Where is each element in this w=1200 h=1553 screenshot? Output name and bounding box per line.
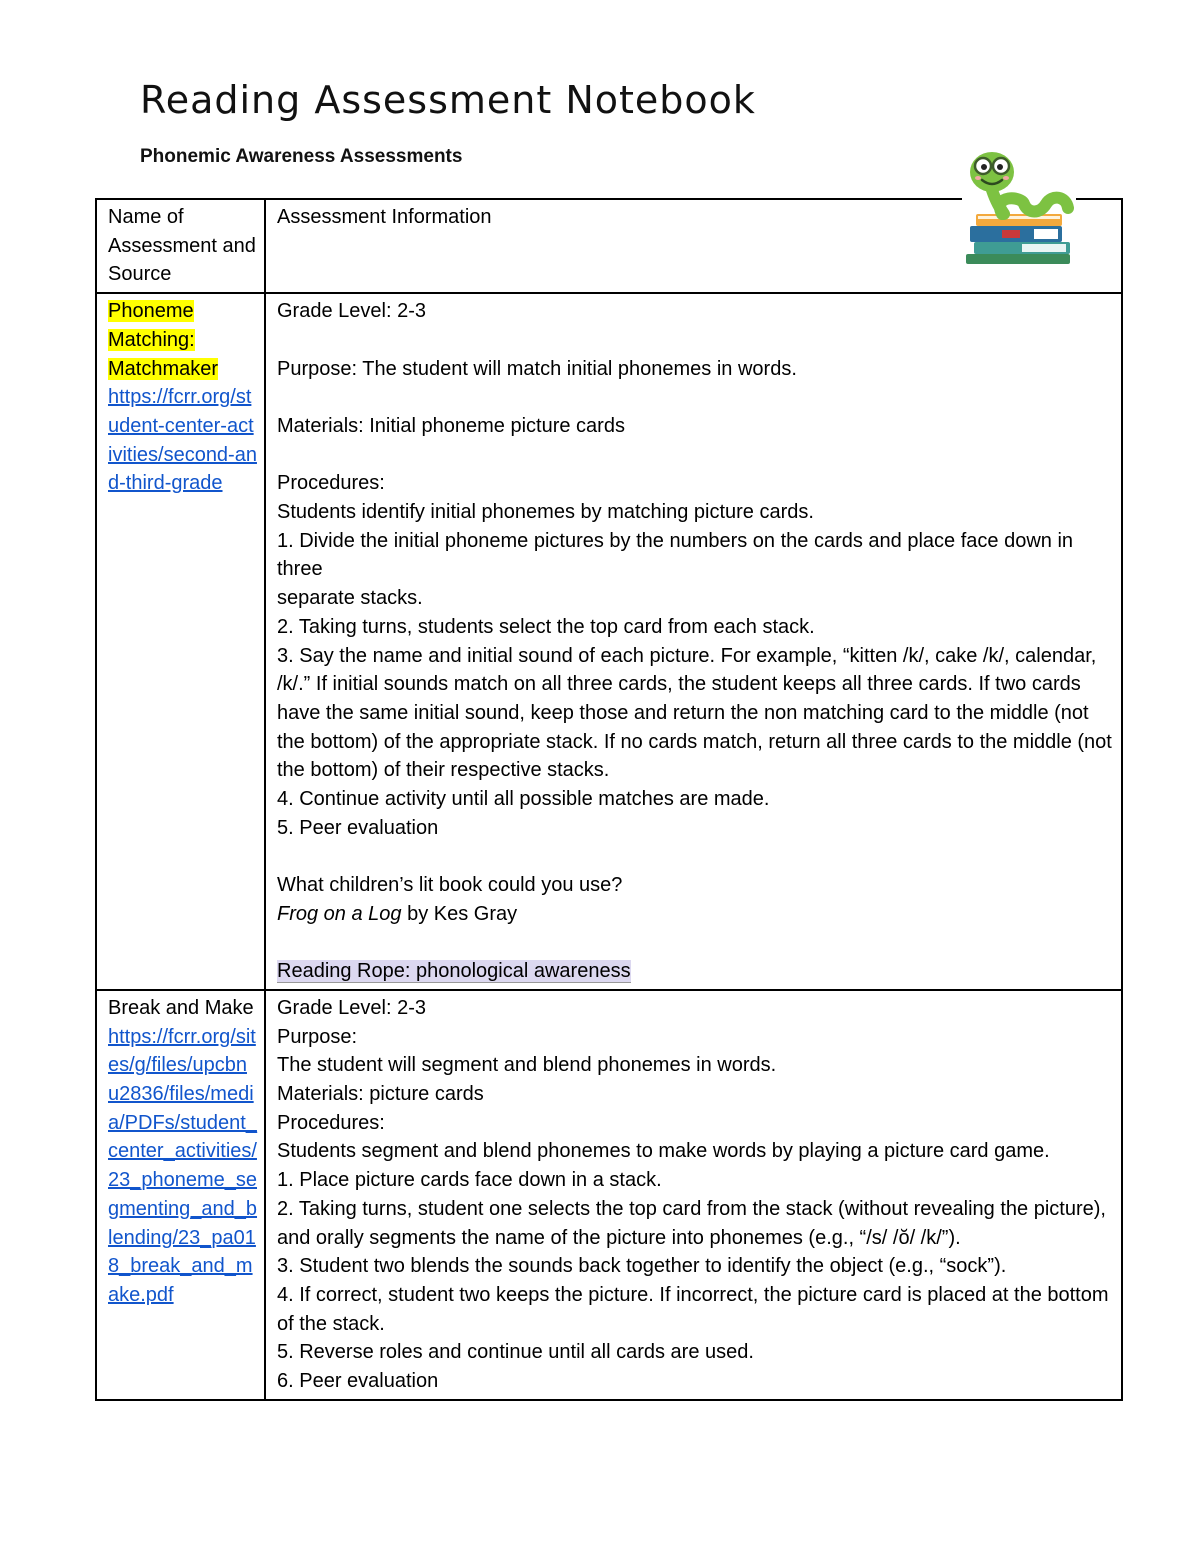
book-question: What children’s lit book could you use?: [277, 874, 623, 897]
procedure-step: 2. Taking turns, students select the top card from each stack.: [277, 615, 815, 638]
row1-name-cell: [96, 293, 265, 990]
header-cell-name: Name of Assessment and Source: [96, 199, 265, 293]
assessment-name: Break and Make: [108, 996, 254, 1019]
procedure-step: 1. Divide the initial phoneme pictures by the numbers on the cards and place face down in three: [277, 529, 1074, 581]
source-link[interactable]: https://fcrr.org/student-center-activities/second-and-third-grade: [108, 386, 257, 495]
book-bottom: [966, 254, 1070, 264]
book-suggestion: [277, 900, 1113, 929]
table-row: [96, 990, 1122, 1400]
grade-level: Grade Level: 2-3: [277, 996, 426, 1019]
source-link[interactable]: https://fcrr.org/sites/g/files/upcbnu2836/files/media/PDFs/student_center_activities/23_phoneme_segmenting_and_blending/23_pa018_break_and_make.pdf: [108, 1025, 258, 1306]
procedure-step: 5. Peer evaluation: [277, 816, 439, 839]
bookworm-on-books-icon: [962, 144, 1076, 266]
procedures-label: Procedures:: [277, 1111, 385, 1134]
grade-level: Grade Level: 2-3: [277, 300, 426, 323]
purpose: Purpose: The student will match initial phonemes in words.: [277, 357, 797, 380]
materials: Materials: picture cards: [277, 1083, 484, 1106]
row2-name-cell: [96, 990, 265, 1400]
reading-rope-line: [277, 957, 1113, 986]
procedure-step: 3. Say the name and initial sound of each picture. For example, “kitten /k/, cake /k/, calendar, /k/.” If initial sounds match on all three cards, the student keeps all three cards. If two cards have the same initial sound, keep those and return the non matching card to the middle (not the bottom) of the appropriate stack. If no cards match, return all three cards to the middle (not the bottom) of their respective stacks.: [277, 644, 1112, 782]
book-title: Frog on a Log: [277, 902, 402, 925]
procedures-intro: Students identify initial phonemes by matching picture cards.: [277, 500, 814, 523]
worm-body: [1000, 198, 1068, 214]
book-author: by Kes Gray: [401, 902, 518, 925]
procedure-step: 3. Student two blends the sounds back together to identify the object (e.g., “sock”).: [277, 1255, 1007, 1278]
procedure-step-continued: separate stacks.: [277, 587, 423, 610]
procedures-intro: Students segment and blend phonemes to make words by playing a picture card game.: [277, 1140, 1050, 1163]
reading-rope-highlight: Reading Rope: phonological awareness: [277, 960, 631, 983]
assessment-name-highlight: Phoneme Matching: Matchmaker: [108, 300, 219, 380]
section-subtitle: Phonemic Awareness Assessments: [140, 146, 463, 167]
bookworm-illustration: [962, 144, 1076, 266]
procedure-step: 1. Place picture cards face down in a stack.: [277, 1169, 662, 1192]
table-row: [96, 293, 1122, 990]
row1-info-cell: [265, 293, 1122, 990]
row2-info-cell: [265, 990, 1122, 1400]
procedure-step: 6. Peer evaluation: [277, 1370, 439, 1393]
assessment-table: [95, 198, 1123, 1401]
procedure-step: 4. Continue activity until all possible matches are made.: [277, 788, 770, 811]
materials: Materials: Initial phoneme picture cards: [277, 414, 625, 437]
purpose: The student will segment and blend phonemes in words.: [277, 1054, 777, 1077]
procedures-label: Procedures:: [277, 472, 385, 495]
procedure-step: 4. If correct, student two keeps the picture. If incorrect, the picture card is placed at the bottom of the stack.: [277, 1283, 1109, 1335]
procedure-step: 2. Taking turns, student one selects the top card from the stack (without revealing the picture), and orally segments the name of the picture into phonemes (e.g., “/s/ /ŏ/ /k/”).: [277, 1197, 1106, 1249]
header-cell-info: Assessment Information: [265, 199, 1122, 293]
purpose-label: Purpose:: [277, 1025, 358, 1048]
procedure-step: 5. Reverse roles and continue until all cards are used.: [277, 1341, 754, 1364]
page-title: Reading Assessment Notebook: [140, 78, 756, 122]
book-top: [976, 214, 1062, 226]
